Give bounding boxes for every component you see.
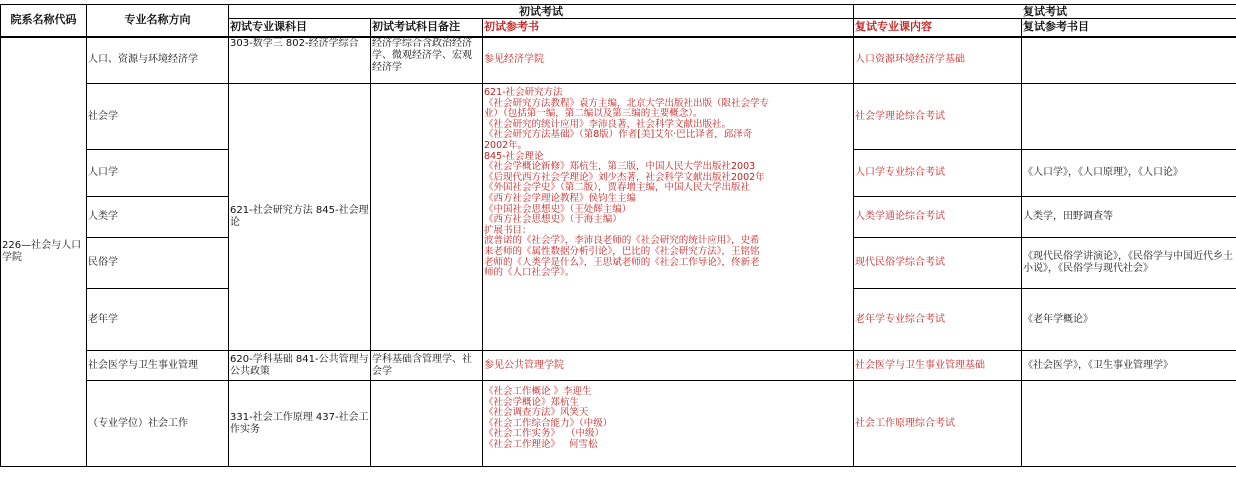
- books-cell-social-work: 《社会工作概论 》李迎生 《社会学概论》郑杭生 《社会调查方法》风笑天 《社会工作综合能力》（中级） 《社会工作实务》 （中级） 《社会工作理论》 何雪松: [483, 381, 854, 467]
- table-row: [1, 37, 1236, 84]
- exam-table: [0, 4, 1236, 467]
- subjects-cell: 620-学科基础 841-公共管理与公共政策: [229, 351, 371, 381]
- subjects-cell: 303-数学三 802-经济学综合: [229, 37, 371, 84]
- retest-books-cell: 《社会医学》，《卫生事业管理学》: [1022, 351, 1236, 381]
- header-prelim-subjects: 初试专业课科目: [229, 19, 371, 37]
- major-cell: 民俗学: [87, 238, 229, 289]
- major-cell: 人口学: [87, 150, 229, 197]
- retest-books-cell: 《现代民俗学讲演论》，《民俗学与中国近代乡土小说》，《民俗学与现代社会》: [1022, 238, 1236, 289]
- header-retest: 复试考试: [854, 5, 1236, 19]
- table-row: [1, 84, 1236, 150]
- notes-cell-merged: [371, 84, 483, 351]
- books-cell: 参见经济学院: [483, 37, 854, 84]
- retest-cell: 社会工作原理综合考试: [854, 381, 1022, 467]
- retest-books-cell: 人类学，田野调查等: [1022, 197, 1236, 238]
- retest-cell: 社会学理论综合考试: [854, 84, 1022, 150]
- major-cell: 人类学: [87, 197, 229, 238]
- major-cell: 社会学: [87, 84, 229, 150]
- major-cell: 老年学: [87, 289, 229, 351]
- retest-books-cell: [1022, 84, 1236, 150]
- header-prelim: 初试考试: [229, 5, 854, 19]
- table-row: [1, 381, 1236, 467]
- retest-books-cell: [1022, 381, 1236, 467]
- retest-cell: 人口资源环境经济学基础: [854, 37, 1022, 84]
- retest-cell: 社会医学与卫生事业管理基础: [854, 351, 1022, 381]
- subjects-cell: 331-社会工作原理 437-社会工作实务: [229, 381, 371, 467]
- retest-cell: 人口学专业综合考试: [854, 150, 1022, 197]
- major-cell: （专业学位）社会工作: [87, 381, 229, 467]
- header-retest-content: 复试专业课内容: [854, 19, 1022, 37]
- table-row: [1, 351, 1236, 381]
- retest-cell: 现代民俗学综合考试: [854, 238, 1022, 289]
- retest-books-cell: 《人口学》，《人口原理》，《人口论》: [1022, 150, 1236, 197]
- header-dept-code: 院系名称代码: [1, 5, 87, 37]
- header-prelim-notes: 初试考试科目备注: [371, 19, 483, 37]
- subjects-cell-merged: 621-社会研究方法 845-社会理论: [229, 84, 371, 351]
- dept-cell: 226—社会与人口学院: [1, 37, 87, 467]
- retest-cell: 人类学通论综合考试: [854, 197, 1022, 238]
- notes-cell: [371, 381, 483, 467]
- retest-books-cell: 《老年学概论》: [1022, 289, 1236, 351]
- notes-cell: 经济学综合含政治经济学、微观经济学、宏观经济学: [371, 37, 483, 84]
- major-cell: 人口、资源与环境经济学: [87, 37, 229, 84]
- books-cell-merged: 621-社会研究方法 《社会研究方法教程》袁方主编，北京大学出版社出版（限社会学专 业）（包括第一编，第二编以及第三编的主要概念）。 《社会研究的统计应用》李沛良著，社会科学文献出版社。 《社会研究方法基础》（第8版）作者[美]艾尔·巴比译者，邱泽奇 2002年。 845-社会理论 《社会学概论新修》郑杭生，第三版，中国人民大学出版社2003 《后现代西方社会学理论》刘少杰著，社会科学文献出版社2002年 《外国社会学史》（第二版），贾春增主编，中国人民大学出版社 《西方社会学理论教程》侯钧生主编 《中国社会思想史》（王处辉主编） 《西方社会思想史》（于海主编） 扩展书目： 波普诺的《社会学》，李沛良老师的《社会研究的统计应用》，史希 来老师的《属性数据分析引论》，巴比的《社会研究方法》，王铭铭 老师的《人类学是什么》，王思斌老师的《社会工作导论》，佟新老 师的《人口社会学》。: [483, 84, 854, 351]
- retest-cell: 老年学专业综合考试: [854, 289, 1022, 351]
- retest-books-cell: [1022, 37, 1236, 84]
- header-retest-books: 复试参考书目: [1022, 19, 1236, 37]
- notes-cell: 学科基础含管理学、社会学: [371, 351, 483, 381]
- books-cell: 参见公共管理学院: [483, 351, 854, 381]
- header-major: 专业名称方向: [87, 5, 229, 37]
- major-cell: 社会医学与卫生事业管理: [87, 351, 229, 381]
- header-prelim-books: 初试参考书: [483, 19, 854, 37]
